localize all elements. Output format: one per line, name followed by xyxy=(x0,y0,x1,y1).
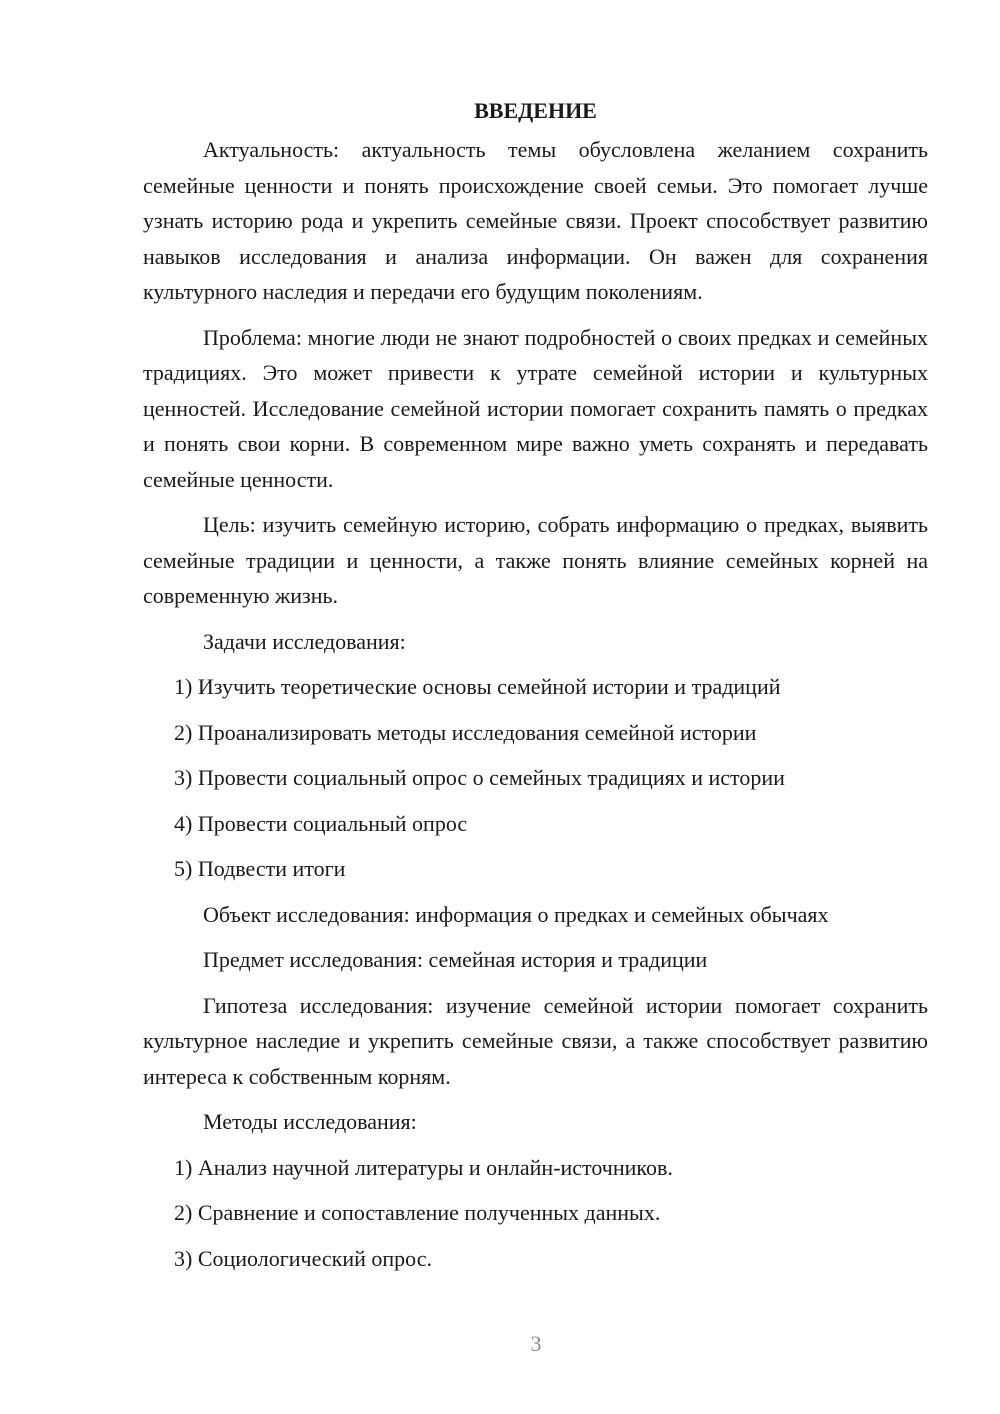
list-item: 1) Изучить теоретические основы семейной истории и традиций xyxy=(174,674,781,699)
list-item: 4) Провести социальный опрос xyxy=(174,810,468,836)
methods-list xyxy=(143,1150,928,1277)
methods-heading: Методы исследования: xyxy=(203,1109,417,1134)
hypothesis-paragraph: Гипотеза исследования: изучение семейной истории помогает сохранить культурное наследие и укрепить семейные связи, а также способствует развитию интереса к собственным корням. xyxy=(143,992,928,1089)
page-number: 3 xyxy=(530,1331,542,1356)
relevance-paragraph: Актуальность: актуальность темы обусловлена желанием сохранить семейные ценности и понять происхождение своей семьи. Это помогает лучше узнать историю рода и укрепить семейные связи. Проект способствует развитию навыков исследования и анализа информации. Он важен для сохранения культурного наследия и передачи его будущим поколениям. xyxy=(143,137,928,304)
document-page xyxy=(143,96,928,1286)
list-item: 2) Сравнение и сопоставление полученных данных. xyxy=(174,1200,661,1225)
goal-paragraph: Цель: изучить семейную историю, собрать информацию о предках, выявить семейные традиции и ценности, а также понять влияние семейных корней на современную жизнь. xyxy=(143,512,928,608)
list-item: 3) Социологический опрос. xyxy=(174,1245,432,1271)
tasks-heading: Задачи исследования: xyxy=(203,628,406,654)
object-line: Объект исследования: информация о предках и семейных обычаях xyxy=(203,901,829,927)
list-item: 5) Подвести итоги xyxy=(174,856,346,881)
list-item: 3) Провести социальный опрос о семейных традициях и истории xyxy=(174,765,785,790)
subject-line: Предмет исследования: семейная история и традиции xyxy=(203,947,708,972)
list-item: 2) Проанализировать методы исследования семейной истории xyxy=(174,719,757,745)
list-item: 1) Анализ научной литературы и онлайн-источников. xyxy=(174,1154,673,1180)
section-title: ВВЕДЕНИЕ xyxy=(474,98,597,123)
problem-paragraph: Проблема: многие люди не знают подробностей о своих предках и семейных традициях. Это может привести к утрате семейной истории и культурных ценностей. Исследование семейной истории помогает сохранить память о предках и понять свои корни. В современном мире важно уметь сохранять и передавать семейные ценности. xyxy=(143,324,928,492)
tasks-list xyxy=(143,669,928,887)
